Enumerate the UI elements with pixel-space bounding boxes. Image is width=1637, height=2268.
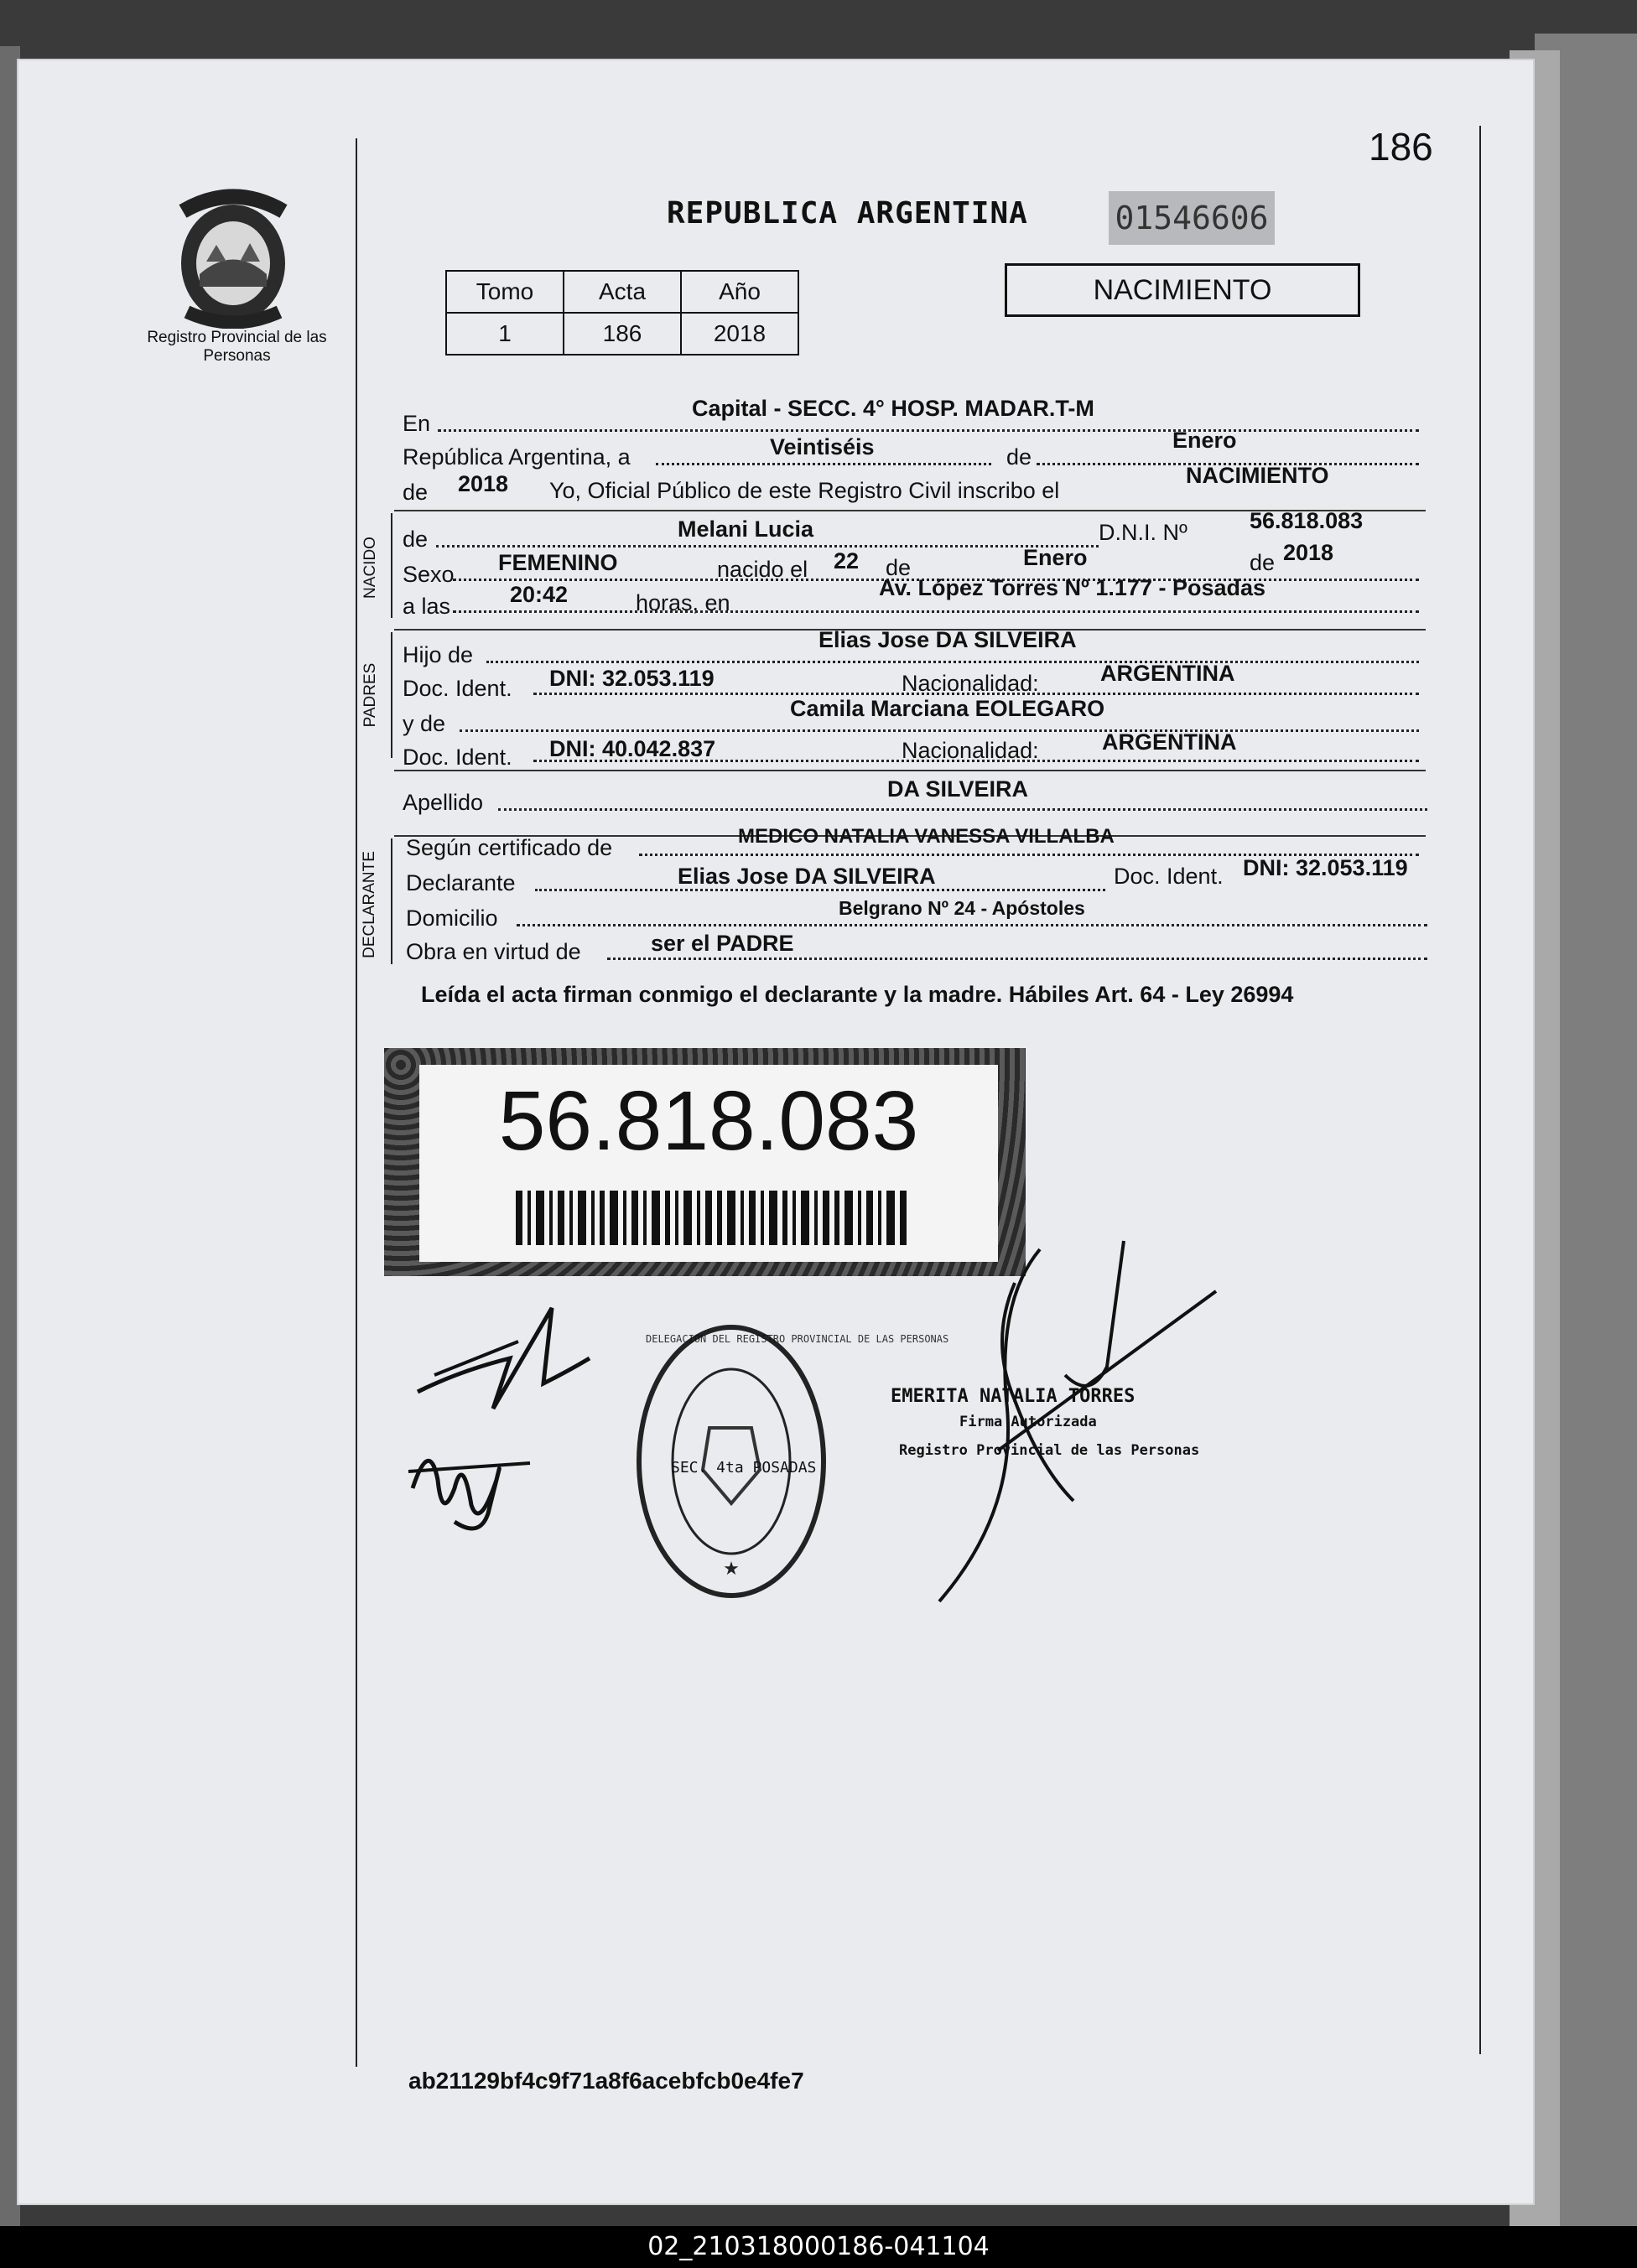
document-title: REPUBLICA ARGENTINA — [667, 196, 1028, 231]
dom-dotted — [517, 924, 1427, 926]
decl-doc-value: DNI: 32.053.119 — [1243, 855, 1408, 880]
dni-label: D.N.I. Nº — [1099, 520, 1187, 545]
horas-label: horas, en — [636, 590, 730, 615]
apellido-label: Apellido — [403, 790, 484, 815]
birth-day-value: 22 — [834, 548, 860, 573]
child-dni-value: 56.818.083 — [1250, 508, 1364, 533]
hijo-label: Hijo de — [403, 642, 474, 667]
obra-label: Obra en virtud de — [406, 939, 581, 964]
padres-section-label: PADRES — [361, 662, 379, 728]
father-doc-value: DNI: 32.053.119 — [549, 666, 715, 691]
mother-nac-label: Nacionalidad: — [902, 738, 1039, 763]
decl-label: Declarante — [406, 870, 516, 895]
obra-dotted — [607, 958, 1427, 960]
document-hash: ab21129bf4c9f71a8f6acebfcb0e4fe7 — [408, 2068, 804, 2094]
sexo-label: Sexo — [403, 562, 455, 587]
ref-header-acta: Acta — [564, 271, 681, 313]
intro-de2-label: de — [403, 480, 429, 505]
mother-doc-dotted — [533, 760, 1419, 762]
padres-side-line — [391, 632, 392, 758]
apellido-value: DA SILVEIRA — [887, 776, 1029, 802]
nacido-side-line — [391, 513, 392, 618]
left-margin-line — [356, 138, 357, 2067]
nacido-de-label: de — [403, 527, 429, 552]
father-dotted — [486, 661, 1419, 663]
apellido-dotted — [498, 808, 1427, 811]
birth-de-label: de — [886, 555, 912, 580]
page-number: 186 — [1369, 125, 1433, 169]
day-dotted-line — [656, 463, 991, 465]
barcode-icon — [516, 1191, 910, 1245]
mother-doc-value: DNI: 40.042.837 — [549, 736, 716, 761]
decl-doc-label: Doc. Ident. — [1114, 864, 1224, 889]
record-type-box: NACIMIENTO — [1005, 263, 1360, 317]
mother-doc-label: Doc. Ident. — [403, 745, 512, 770]
right-margin-line — [1479, 126, 1481, 2054]
father-name-value: Elias Jose DA SILVEIRA — [818, 627, 1077, 652]
ref-value-anio: 2018 — [681, 313, 798, 355]
dom-label: Domicilio — [406, 906, 498, 931]
declarante-section-label: DECLARANTE — [361, 851, 378, 958]
yde-label: y de — [403, 711, 446, 736]
sexo-value: FEMENINO — [498, 550, 618, 575]
serial-number: 01546606 — [1109, 191, 1275, 245]
cert-value: MEDICO NATALIA VANESSA VILLALBA — [738, 825, 1115, 848]
file-id-label: 02_210318000186-041104 — [647, 2232, 990, 2261]
nacido-el-label: nacido el — [717, 557, 808, 582]
ref-value-acta: 186 — [564, 313, 681, 355]
signature-mother-drawing — [404, 1430, 538, 1539]
en-value: Capital - SECC. 4° HOSP. MADAR.T-M — [692, 396, 1094, 421]
declarante-side-line — [391, 838, 392, 964]
en-label: En — [403, 411, 431, 436]
birth-month-value: Enero — [1023, 545, 1088, 570]
ref-header-tomo: Tomo — [446, 271, 564, 313]
child-name-value: Melani Lucia — [678, 516, 814, 542]
mother-dotted — [460, 729, 1419, 732]
father-nac-label: Nacionalidad: — [902, 671, 1039, 696]
cert-label: Según certificado de — [406, 835, 613, 860]
nacido-section-label: NACIDO — [361, 537, 379, 599]
birth-de2-label: de — [1250, 550, 1276, 575]
signature-declarante-drawing — [409, 1291, 602, 1417]
birth-time-value: 20:42 — [510, 582, 569, 607]
intro-month-value: Enero — [1172, 428, 1237, 453]
birth-place-value: Av. López Torres Nº 1.177 - Posadas — [879, 575, 1266, 600]
decl-value: Elias Jose DA SILVEIRA — [678, 864, 936, 889]
yo-label: Yo, Oficial Público de este Registro Civil inscribo el — [549, 478, 1060, 503]
father-doc-dotted — [533, 693, 1419, 695]
dom-value: Belgrano Nº 24 - Apóstoles — [839, 897, 1085, 919]
stamp-ring-text: DELEGACION DEL REGISTRO PROVINCIAL DE LAS PERSONAS — [646, 1333, 949, 1345]
inscribo-value: NACIMIENTO — [1186, 463, 1329, 488]
ref-value-tomo: 1 — [446, 313, 564, 355]
intro-day-value: Veintiséis — [770, 434, 875, 459]
logo-caption: Registro Provincial de las Personas — [147, 329, 327, 365]
official-role: Firma Autorizada — [959, 1414, 1097, 1430]
intro-year-value: 2018 — [458, 471, 509, 496]
stamp-center-text: SEC. 4ta POSADAS — [671, 1459, 817, 1477]
svg-text:★: ★ — [723, 1559, 740, 1580]
mother-nac-value: ARGENTINA — [1102, 729, 1237, 755]
official-office: Registro Provincial de las Personas — [899, 1442, 1200, 1459]
reference-table — [445, 270, 799, 356]
republica-label: República Argentina, a — [403, 444, 631, 470]
alas-label: a las — [403, 594, 451, 619]
mother-name-value: Camila Marciana EOLEGARO — [790, 696, 1105, 721]
nacido-name-dotted — [436, 545, 1099, 548]
obra-value: ser el PADRE — [651, 931, 794, 956]
en-dotted-line — [438, 429, 1419, 432]
dni-card-number: 56.818.083 — [498, 1074, 919, 1168]
official-name: EMERITA NATALIA TORRES — [891, 1386, 1136, 1407]
intro-de-label: de — [1006, 444, 1032, 470]
birth-year-value: 2018 — [1283, 540, 1334, 565]
ref-header-anio: Año — [681, 271, 798, 313]
apellido-top-separator — [394, 770, 1426, 771]
father-nac-value: ARGENTINA — [1100, 661, 1235, 686]
province-seal-logo — [166, 186, 300, 329]
horas-dotted — [453, 610, 1419, 613]
legal-statement: Leída el acta firman conmigo el declarante y la madre. Hábiles Art. 64 - Ley 26994 — [421, 982, 1294, 1007]
father-doc-label: Doc. Ident. — [403, 676, 512, 701]
